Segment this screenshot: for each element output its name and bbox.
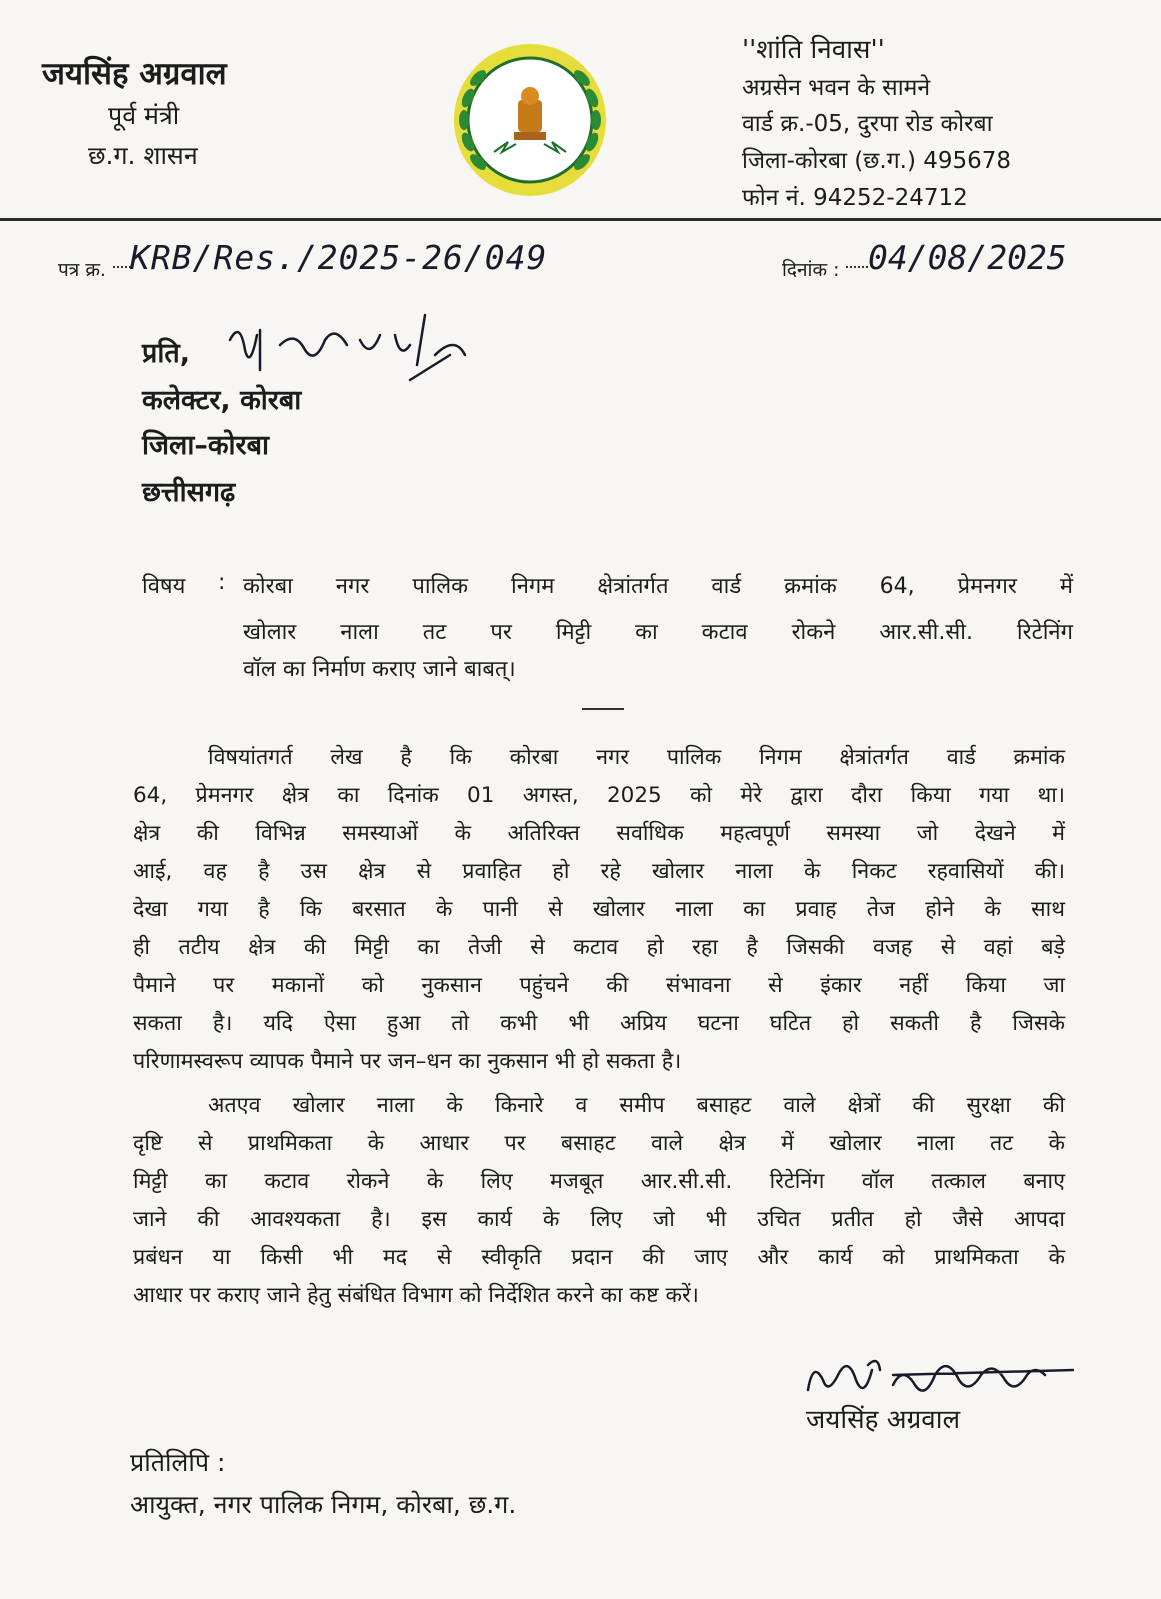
body-line: क्षेत्र की विभिन्न समस्याओं के अतिरिक्त सर्वाधिक महत्वपूर्ण समस्या जो देखने में bbox=[133, 821, 1065, 846]
subject-colon: : bbox=[218, 570, 226, 595]
subject-line: खोलार नाला तट पर मिट्टी का कटाव रोकने आर.सी.सी. रिटेनिंग bbox=[243, 620, 1073, 645]
state-emblem-icon bbox=[450, 40, 610, 200]
body-line: मिट्टी का कटाव रोकने के लिए मजबूत आर.सी.सी. रिटेनिंग वॉल तत्काल बनाए bbox=[133, 1169, 1065, 1194]
body-line: दृष्टि से प्राथमिकता के आधार पर बसाहट वाले क्षेत्र में खोलार नाला तट के bbox=[133, 1131, 1065, 1156]
sender-name: जयसिंह अग्रवाल bbox=[42, 56, 227, 92]
address-line: अग्रसेन भवन के सामने bbox=[742, 75, 931, 101]
body-line: विषयांतगर्त लेख है कि कोरबा नगर पालिक निगम क्षेत्रांतर्गत वार्ड क्रमांक bbox=[208, 745, 1065, 770]
subject-line: कोरबा नगर पालिक निगम क्षेत्रांतर्गत वार्ड क्रमांक 64, प्रेमनगर में bbox=[243, 574, 1073, 599]
phone-number: फोन नं. 94252-24712 bbox=[742, 185, 968, 211]
body-line: प्रबंधन या किसी भी मद से स्वीकृति प्रदान की जाए और कार्य को प्राथमिकता के bbox=[133, 1245, 1065, 1270]
address-line: वार्ड क्र.-05, दुरपा रोड कोरबा bbox=[742, 111, 993, 137]
recipient-line: छत्तीसगढ़ bbox=[142, 477, 236, 508]
letter-date: 04/08/2025 bbox=[868, 238, 1067, 277]
letterhead-divider bbox=[0, 218, 1161, 221]
date-label: दिनांक : bbox=[782, 259, 840, 281]
body-line: पैमाने पर मकानों को नुकसान पहुंचने की संभावना से इंकार नहीं किया जा bbox=[133, 973, 1065, 998]
recipient-line: जिला–कोरबा bbox=[142, 430, 270, 461]
body-line: ही तटीय क्षेत्र की मिट्टी का तेजी से कटाव हो रहा है जिसकी वजह से वहां बड़े bbox=[133, 935, 1065, 960]
signatory-name: जयसिंह अग्रवाल bbox=[806, 1405, 961, 1435]
sender-government: छ.ग. शासन bbox=[88, 141, 198, 170]
sender-title: पूर्व मंत्री bbox=[108, 101, 180, 130]
reference-dotted-line bbox=[113, 266, 131, 268]
copy-label: प्रतिलिपि : bbox=[130, 1448, 226, 1477]
handwritten-addressee-scrawl bbox=[210, 310, 480, 390]
body-line: आधार पर कराए जाने हेतु संबंधित विभाग को निर्देशित करने का कष्ट करें। bbox=[133, 1283, 699, 1308]
address-line: जिला-कोरबा (छ.ग.) 495678 bbox=[742, 148, 1012, 174]
copy-recipient: आयुक्त, नगर पालिक निगम, कोरबा, छ.ग. bbox=[130, 1490, 517, 1519]
subject-line: वॉल का निर्माण कराए जाने बाबत्। bbox=[243, 657, 516, 682]
body-line: परिणामस्वरूप व्यापक पैमाने पर जन–धन का नुकसान भी हो सकता है। bbox=[133, 1049, 682, 1074]
body-line: देखा गया है कि बरसात के पानी से खोलार नाला का प्रवाह तेज होने के साथ bbox=[133, 897, 1065, 922]
body-line: आई, वह है उस क्षेत्र से प्रवाहित हो रहे खोलार नाला के निकट रहवासियों की। bbox=[133, 859, 1065, 884]
reference-label: पत्र क्र. bbox=[58, 259, 106, 281]
body-line: जाने की आवश्यकता है। इस कार्य के लिए जो भी उचित प्रतीत हो जैसे आपदा bbox=[133, 1207, 1065, 1232]
reference-number: KRB/Res./2025-26/049 bbox=[130, 238, 548, 277]
subject-label: विषय bbox=[142, 574, 186, 599]
body-line: सकता है। यदि ऐसा हुआ तो कभी भी अप्रिय घटना घटित हो सकती है जिसके bbox=[133, 1011, 1065, 1036]
recipient-prefix: प्रति, bbox=[142, 338, 191, 369]
address-house-name: ''शांति निवास'' bbox=[742, 35, 885, 65]
date-dotted-line bbox=[846, 266, 868, 268]
body-line: 64, प्रेमनगर क्षेत्र का दिनांक 01 अगस्त, 2025 को मेरे द्वारा दौरा किया गया था। bbox=[133, 783, 1065, 808]
separator-dash bbox=[582, 708, 624, 710]
body-line: अतएव खोलार नाला के किनारे व समीप बसाहट वाले क्षेत्रों की सुरक्षा की bbox=[208, 1093, 1065, 1118]
recipient-line: कलेक्टर, कोरबा bbox=[142, 385, 302, 416]
